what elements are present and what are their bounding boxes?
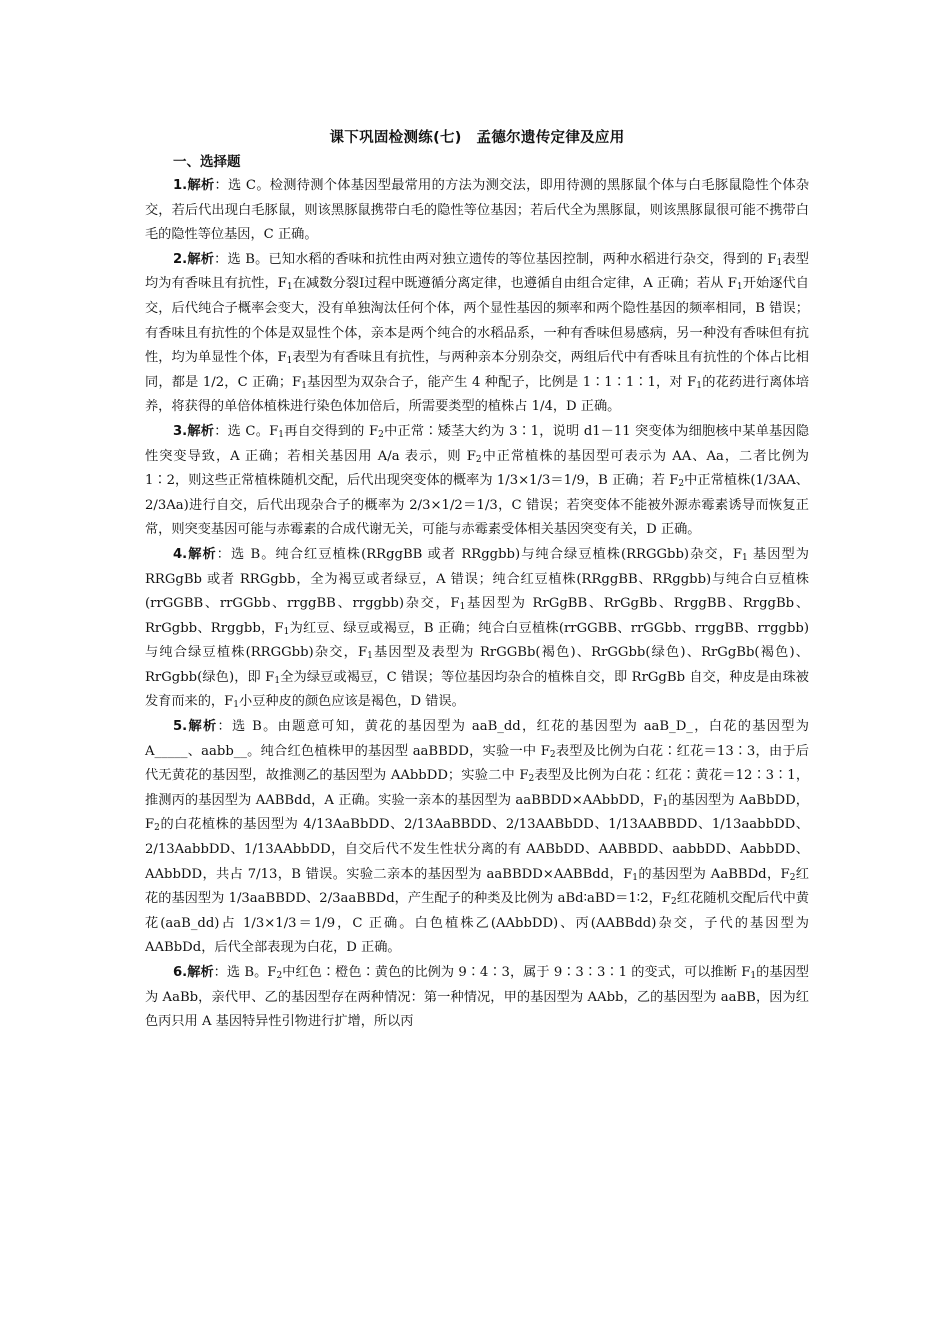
answer-paragraph [145,174,809,248]
subscript: 1 [286,282,293,293]
answer-text: ：选 B。F [213,965,277,980]
answer-text: 红花随机交配后代中黄花(aaB_dd)占 1/3×1/3＝1/9，C 正确。白色植株乙(AAbbDD)、丙(AABBdd)杂交，子代的基因型为 AABbDd，后代全部表现为白花，D 正确。 [145,891,809,956]
answer-text: 再自交得到的 F [283,423,379,439]
subscript: 1 [742,552,748,563]
answer-text: 基因型为 RrGgBB、RrGgBb、RrggBB、RrggBb、RrGgbb、Rrggbb，F [145,596,810,636]
answer-text: 基因型为双杂合子，能产生 4 种配子，比例是 1∶1∶1∶1，对 F [306,374,697,390]
answer-label: 5.解析 [173,719,218,735]
subscript: 1 [632,872,638,883]
answer-text: ：选 B。由题意可知，黄花的基因型为 aaB_dd，红花的基因型为 aaB_D_，白花的基因型为 A_____、aabb__。纯合红色植株甲的基因型 aaBBDD，实验一中 F [145,719,809,759]
answer-text: 中正常∶矮茎大约为 3∶1，说明 d1－11 突变体为细胞核中某单基因隐性突变导致，A 正确；若相关基因用 A/a 表示，则 F [145,423,810,464]
answer-text: ：选 C。F [214,423,279,439]
answer-text: 的基因型为 AaBb，亲代甲、乙的基因型存在两种情况：第一种情况，甲的基因型为 AAbb，乙的基因型为 aaBB，因为红色丙只用 A 基因特异性引物进行扩增，所以丙 [145,965,809,1030]
answer-text: 的花药进行离体培养，将获得的单倍体植株进行染色体加倍后，所需要类型的植株占 1/4，D 正确。 [145,374,810,415]
subscript: 1 [367,651,373,662]
answer-text: 的基因型为 AaBBDd，F [638,866,790,882]
subscript: 2 [789,872,796,883]
answer-text: 表型及比例为白花∶红花＝13∶3，由于后代无黄花的基因型，故推测乙的基因型为 AAbbDD；实验二中 F [145,743,809,784]
answer-paragraph [145,420,809,543]
answer-text: 表型为有香味且有抗性，与两种亲本分别杂交，两组后代中有香味且有抗性的个体占比相同，都是 1/2，C 正确；F [145,350,809,390]
page-title: 课下巩固检测练(七) 孟德尔遗传定律及应用 [329,130,625,146]
answer-text: 中正常植株的基因型可表示为 AA、Aa，二者比例为 1∶2，则这些正常植株随机交配，后代出现突变体的概率为 1/3×1/3＝1/9，B 正确；若 F [145,448,809,489]
section-heading: 一、选择题 [173,154,241,170]
answer-text: 开始逐代自交，后代纯合子概率会变大，没有单独淘汰任何个体，两个显性基因的频率和两个隐性基因的频率相同，B 错误；有香味且有抗性的个体是双显性个体，亲本是两个纯合的水稻品系，一种有香味但易感病，另一种没有香味但有抗性，均为单显性个体，F [145,276,809,366]
subscript: 1 [233,700,240,711]
answer-text: 表型均为有香味且有抗性，F [145,251,809,292]
answer-text: 在减数分裂Ⅰ过程中既遵循分离定律，也遵循自由组合定律，A 正确；若从 F [292,276,737,292]
answer-label: 4.解析 [173,546,217,562]
answer-text: 基因型为 RRGgBb 或者 RRGgbb，全为褐豆或者绿豆，A 错误；纯合红豆植株(RRggBB、RRggbb)与纯合白豆植株(rrGGBB、rrGGbb、rrggBB、rrggbb)杂交，F [145,546,809,612]
subscript: 1 [736,282,743,293]
answer-list [145,174,809,1035]
subscript: 2 [378,429,384,440]
answer-text: ：选 B。已知水稻的香味和抗性由两对独立遗传的等位基因控制，两种水稻进行杂交，得到的 F [214,251,777,267]
answer-text: ：选 B。纯合红豆植株(RRggBB 或者 RRggbb)与纯合绿豆植株(RRGGbb)杂交，F [216,546,743,562]
answer-text: 的白花植株的基因型为 4/13AaBbDD、2/13AaBBDD、2/13AABbDD、1/13AABBDD、1/13aabbDD、2/13AabbDD、1/13AAbbDD，自交后代不发生性状分离的有 AABbDD、AABBDD、aabbDD、AabbDD、AAbbDD，共占 7/13，B 错误。实验二亲本的基因型为 aaBBDD×AABBdd，F [145,817,809,882]
subscript: 1 [696,380,703,391]
answer-text: 中正常植株(1/3AA、2/3Aa)进行自交，后代出现杂合子的概率为 2/3×1/2＝1/3，C 错误；若突变体不能被外源赤霉素诱导而恢复正常，则突变基因可能与赤霉素的合成代谢无关，可能与赤霉素受体相关基因突变有关，D 正确。 [145,473,809,538]
answer-text: 红花的基因型为 1/3aaBBDD、2/3aaBBDd，产生配子的种类及比例为 aBd∶aBD＝1∶2，F [145,866,809,907]
subscript: 1 [278,429,284,440]
answer-text: ：选 C。检测待测个体基因型最常用的方法为测交法，即用待测的黑豚鼠个体与白毛豚鼠隐性个体杂交，若后代出现白毛豚鼠，则该黑豚鼠携带白毛的隐性等位基因；若后代全为黑豚鼠，则该黑豚鼠很可能不携带白毛的隐性等位基因，C 正确。 [145,178,810,243]
subscript: 1 [286,356,293,367]
subscript: 2 [276,971,283,981]
answer-text: 的基因型为 AaBbDD，F [145,792,809,833]
answer-paragraph [145,248,809,420]
subscript: 2 [154,823,160,834]
answer-paragraph [145,543,809,715]
answer-text: 基因型及表型为 RrGGBb(褐色)、RrGGbb(绿色)、RrGgBb(褐色)、RrGgbb(绿色)，即 F [145,645,809,685]
answer-text: 中红色∶橙色∶黄色的比例为 9∶4∶3，属于 9∶3∶3∶1 的变式，可以推断 F [282,965,751,980]
subscript: 2 [475,454,482,465]
subscript: 1 [283,626,290,637]
answer-label: 6.解析 [173,965,214,980]
answer-paragraph [145,715,809,961]
subscript: 1 [301,380,307,391]
subscript: 2 [678,479,685,490]
answer-paragraph [145,961,809,1035]
subscript: 2 [671,897,677,908]
answer-label: 2.解析 [173,251,215,267]
subscript: 2 [549,749,556,760]
subscript: 1 [459,602,466,613]
answer-label: 1.解析 [173,178,215,193]
subscript: 1 [274,675,281,686]
subscript: 1 [662,798,669,809]
answer-text: 为红豆、绿豆或褐豆，B 正确；纯合白豆植株(rrGGBB、rrGGbb、rrggBB、rrggbb)与纯合绿豆植株(RRGGbb)杂交，F [145,620,809,661]
document-page [145,118,809,1035]
answer-text: 小豆种皮的颜色应该是褐色，D 错误。 [239,694,465,710]
subscript: 1 [776,257,783,268]
answer-label: 3.解析 [173,423,215,439]
subscript: 2 [528,774,535,785]
answer-text: 表型及比例为白花∶红花∶黄花＝12∶3∶1，推测丙的基因型为 AABBdd，A 正确。实验一亲本的基因型为 aaBBDD×AAbbDD，F [145,768,810,808]
subscript: 1 [750,971,757,981]
answer-text: 全为绿豆或褐豆，C 错误；等位基因均杂合的植株自交，即 RrGgBb 自交，种皮是由珠被发育而来的，F [145,669,809,710]
